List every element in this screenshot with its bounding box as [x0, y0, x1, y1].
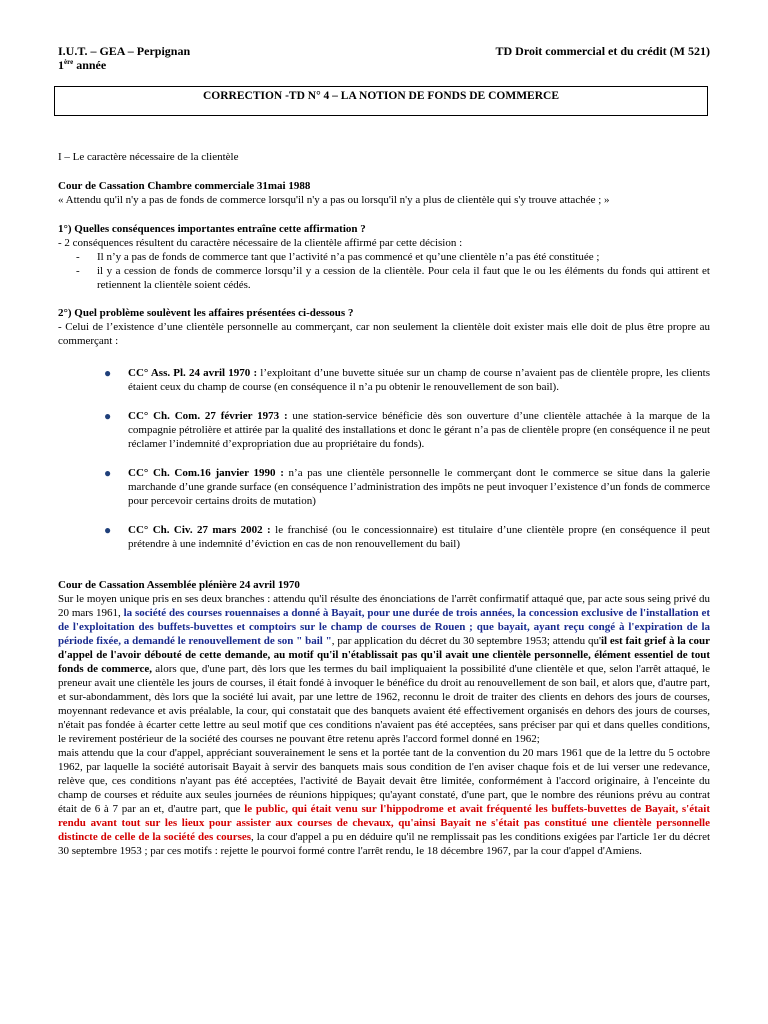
- document-title: CORRECTION -TD N° 4 – LA NOTION DE FONDS DE COMMERCE: [54, 86, 708, 116]
- question-2: 2°) Quel problème soulèvent les affaires présentées ci-dessous ?: [58, 307, 354, 319]
- list-item: - Il n’y a pas de fonds de commerce tant que l’activité n’a pas commencé et qu’une clientèle n’a pas été constituée ;: [76, 251, 600, 263]
- question-1-intro: - 2 conséquences résultent du caractère nécessaire de la clientèle affirmé par cette décision :: [58, 237, 463, 249]
- decision-title: Cour de Cassation Chambre commerciale 31mai 1988: [58, 180, 311, 192]
- bullet-icon: ●: [104, 366, 112, 380]
- case-item: ● CC° Ass. Pl. 24 avril 1970 : l’exploitant d’une buvette située sur un champ de course n’avaient pas de clientèle propre, les clients étaient ceux du champ de course (en conséquence il n’a pu obtenir le renouvellement de son bail).: [104, 366, 710, 393]
- question-2-intro: - Celui de l’existence d’une clientèle personnelle au commerçant, car non seulement la clientèle doit exister mais elle doit de plus être propre au commerçant :: [58, 321, 710, 347]
- decision-2-paragraph-1: Sur le moyen unique pris en ses deux branches : attendu qu'il résulte des énonciations de l'arrêt confirmatif attaqué que, par acte sous seing privé du 20 mars 1961, la société des courses rouennaises a donné à Bayait, pour une durée de trois années, la concession exclusive de l'installation et de l'exploitation des buffets-buvettes et comptoirs sur le champ de courses de Rouen ; que bayait, ayant reçu congé à l'expiration de la période fixée, a demandé le renouvellement de son " bail ", par application du décret du 30 septembre 1953; attendu qu'il est fait grief à la cour d'appel de l'avoir débouté de cette demande, au motif qu'il n'établissait pas qu'il avait une clientèle personnelle, élément essentiel de tout fonds de commerce, alors que, d'une part, dès lors que les termes du bail impliquaient la possibilité d'une clientèle et que, selon l'arrêt attaqué, le preneur avait une clientèle les jours de courses, il était fondé à invoquer le bénéfice du droit au renouvellement de son bail, et alors que, d'autre part, et sur-abondamment, dès lors que la société lui avait, par une lettre de 1962, reconnu le droit de traiter des clients en dehors des jours de courses, moyennant redevance et avis préalable, la cour, qui constatait que des banquets avaient été effectivement organisés en dehors des jours de courses, n'était pas fondée à écarter cette lettre au seul motif que ces conditions n'avaient pas été acceptées, sans préciser par qui et dans quelles conditions, le revirement postérieur de la société des courses ne pouvant être retenu après l'accord formel donné en 1962;: [58, 593, 711, 745]
- list-item: - il y a cession de fonds de commerce lorsqu’il y a cession de la clientèle. Pour cela il faut que le ou les éléments du fonds qui attirent et retiennent la clientèle soient cédés.: [76, 265, 710, 291]
- case-item: ● CC° Ch. Com. 27 février 1973 : une station-service bénéficie dès son ouverture d’une clientèle attachée à la marque de la compagnie pétrolière et attirée par la qualité des installations et donc le gérant n’a pas de clientèle propre (en conséquence il ne peut réclamer l’indemnité d’expropriation due au propriétaire du fonds).: [104, 409, 710, 450]
- document-body: [58, 150, 710, 858]
- bullet-icon: ●: [104, 409, 112, 423]
- institution: I.U.T. – GEA – Perpignan: [58, 44, 191, 58]
- case-item: ● CC° Ch. Com.16 janvier 1990 : n’a pas une clientèle personnelle le commerçant dont le commerce se situe dans la galerie marchande d’une grande surface (en conséquence l’administration des impôts ne peut invoquer l’existence d’un fonds de commerce pour percevoir certains droits de mutation): [104, 466, 711, 507]
- section-title: I – Le caractère nécessaire de la clientèle: [58, 151, 239, 163]
- course-title: TD Droit commercial et du crédit (M 521): [495, 44, 710, 58]
- question-1: 1°) Quelles conséquences importantes entraîne cette affirmation ?: [58, 223, 366, 235]
- case-list: [58, 366, 710, 551]
- decision-quote: « Attendu qu'il n'y a pas de fonds de commerce lorsqu'il n'y a pas ou lorsqu'il n'y a plus de clientèle qui s'y trouve attachée ; »: [58, 194, 610, 206]
- bullet-icon: ●: [104, 466, 112, 480]
- decision-2-title: Cour de Cassation Assemblée plénière 24 avril 1970: [58, 579, 300, 591]
- bullet-icon: ●: [104, 523, 112, 537]
- year-level: 1ère année: [58, 58, 107, 72]
- decision-2-paragraph-2: mais attendu que la cour d'appel, appréciant souverainement le sens et la portée tant de la convention du 20 mars 1961 que de la lettre du 5 octobre 1962, par laquelle la société autorisait Bayait à servir des banquets mais sous condition de l'en aviser chaque fois et de lui verser une redevance, relève que, ces conditions n'ayant pas été acceptées, l'activité de Bayait devait être limitée, conformément à l'accord originaire, à l'enceinte du champ de courses et réduite aux seules journées de réunions hippiques; qu'ayant constaté, d'une part, que le nombre des réunions prévu au contrat était de 6 à 7 par an et, d'autre part, que le public, qui était venu sur l'hippodrome et avait fréquenté les buffets-buvettes de Bayait, s'était rendu avant tout sur les lieux pour assister aux courses de chevaux, qu'ainsi Bayait ne s'était pas constitué une clientèle personnelle distincte de celle de la société des courses, la cour d'appel a pu en déduire qu'il ne remplissait pas les conditions exigées par l'article 1er du décret 30 septembre 1953 ; par ces motifs : rejette le pourvoi formé contre l'arrêt rendu, le 18 décembre 1967, par la cour d'appel d'Amiens.: [58, 747, 711, 857]
- case-item: ● CC° Ch. Civ. 27 mars 2002 : le franchisé (ou le concessionnaire) est titulaire d’une clientèle propre (en conséquence il peut prétendre à une indemnité d’éviction en cas de non renouvellement du bail): [104, 523, 710, 550]
- header-left: [58, 44, 190, 72]
